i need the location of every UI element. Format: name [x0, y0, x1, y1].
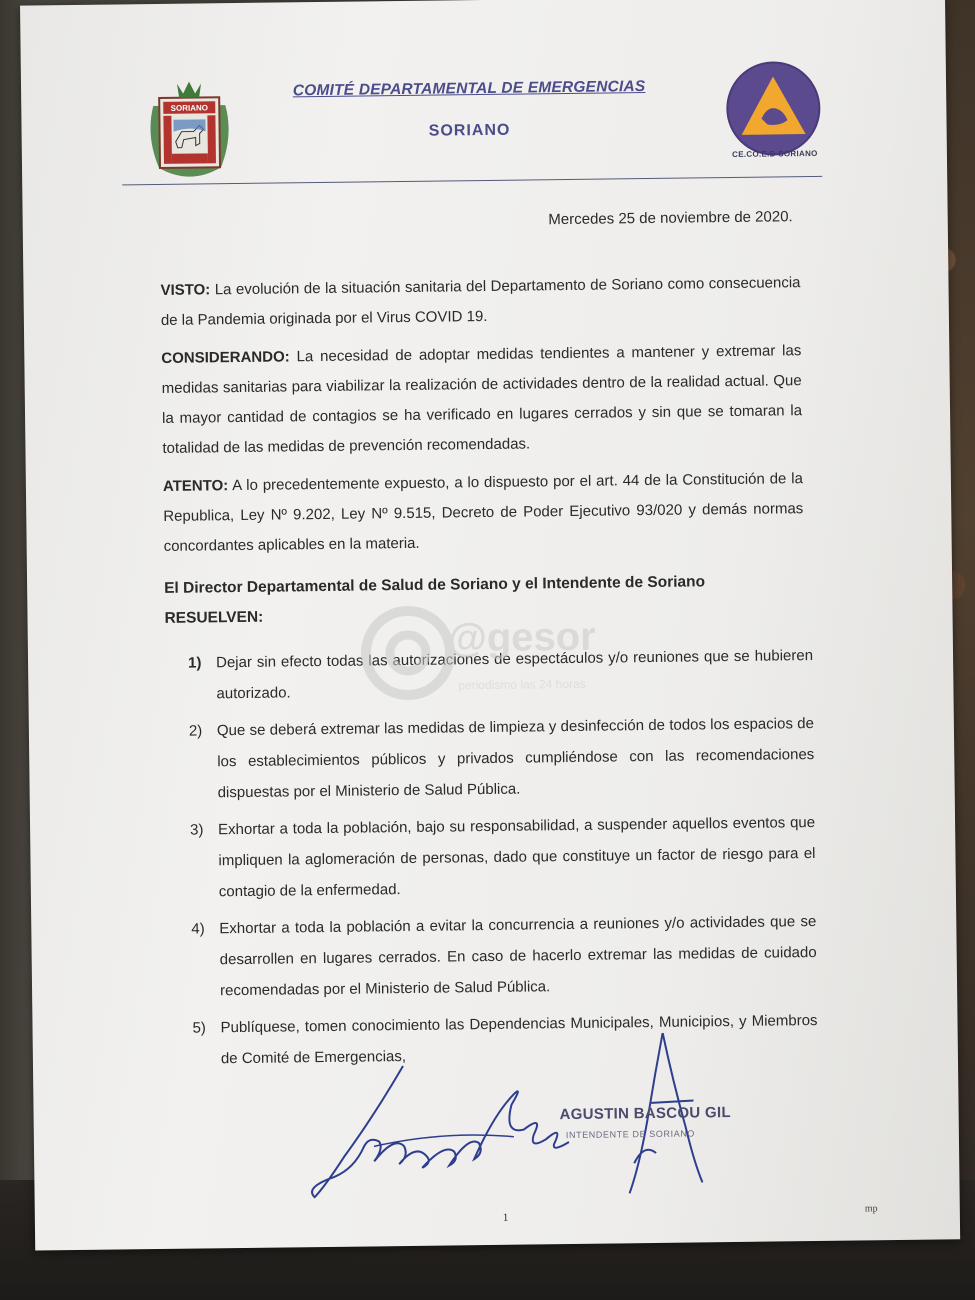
director-line: El Director Departamental de Salud de Soriano y el Intendente de Soriano: [164, 573, 706, 597]
visto-label: VISTO:: [160, 281, 211, 299]
soriano-crest-logo: [133, 75, 246, 188]
atento-paragraph: [163, 464, 804, 562]
considerando-text: La necesidad de adoptar medidas tendientes a mantener y extremar las medidas sanitarias para viabilizar la realización de actividades dentro de la realidad actual. Que la mayor cantidad de contagios se ha verificado en lugares cerrados y sin que se tomaran la totalidad de las medidas de prevención recomendadas.: [161, 342, 803, 457]
page-number: 1: [502, 1211, 509, 1224]
committee-title: COMITÉ DEPARTAMENTAL DE EMERGENCIAS: [292, 78, 646, 100]
resolution-item: [191, 906, 817, 1007]
resolution-text: Que se deberá extremar las medidas de limpieza y desinfección de todos los espacios de los establecimientos públicos y privados cumpliéndose con las recomendaciones dispuestas por el Ministerio de Salud Pública.: [216, 715, 815, 802]
committee-subtitle: SORIANO: [428, 121, 511, 140]
resolution-number: 3): [190, 821, 204, 839]
watermark-tagline: periodismo las 24 horas: [458, 676, 586, 693]
gesor-watermark: [357, 596, 688, 710]
resolution-text: Exhortar a toda la población, bajo su responsabilidad, a suspender aquellos eventos que impliquen la aglomeración de personas, dado que constituye un factor de riesgo para el contagio de la enfermedad.: [218, 813, 816, 901]
atento-label: ATENTO:: [162, 477, 229, 495]
resolution-text: Dejar sin efecto todas las autorizaciones de espectáculos y/o reuniones que se hubieren autorizado.: [215, 647, 814, 703]
considerando-paragraph: [161, 336, 802, 464]
resolution-number: 4): [191, 920, 205, 938]
author-initials: mp: [864, 1203, 878, 1215]
cecoed-caption: CE.CO.E.D SORIANO: [732, 148, 818, 159]
resolution-number: 2): [188, 722, 203, 740]
signatory-role: INTENDENTE DE SORIANO: [565, 1128, 696, 1141]
signatures-area: [283, 1032, 765, 1228]
document-page: [20, 0, 960, 1251]
resolution-item: [189, 708, 815, 809]
at-sign-icon: [357, 602, 458, 703]
resolution-text: Publíquese, tomen conocimiento las Dependencias Municipales, Municipios, y Miembros de Comité de Emergencias,: [220, 1011, 818, 1068]
resolution-item: [190, 807, 816, 908]
signatory-name: AGUSTIN BASCOU GIL: [559, 1104, 731, 1124]
resolution-text: Exhortar a toda la población a evitar la concurrencia a reuniones y/o actividades que se desarrollen en lugares cerrados. En caso de hacerlo extremar las medidas de cuidado recomendadas por el Ministerio de Salud Pública.: [219, 912, 817, 1000]
document-date: Mercedes 25 de noviembre de 2020.: [548, 208, 793, 229]
resolution-number: 1): [187, 654, 202, 672]
atento-text: A lo precedentemente expuesto, a lo dispuesto por el art. 44 de la Constitución de la Republica, Ley Nº 9.202, Ley Nº 9.515, Decreto de Poder Ejecutivo 93/020 y demás normas concordantes aplicables en la materia.: [163, 470, 804, 555]
svg-text:SORIANO: SORIANO: [170, 103, 209, 113]
considerando-label: CONSIDERANDO:: [161, 348, 290, 367]
visto-paragraph: [160, 268, 801, 336]
resolution-number: 5): [192, 1019, 206, 1037]
cecoed-logo: [723, 58, 824, 159]
resuelven-label: RESUELVEN:: [164, 608, 264, 627]
watermark-brand: @gesor: [447, 614, 596, 661]
visto-text: La evolución de la situación sanitaria del Departamento de Soriano como consecuencia de la Pandemia originada por el Virus COVID 19.: [160, 274, 801, 329]
